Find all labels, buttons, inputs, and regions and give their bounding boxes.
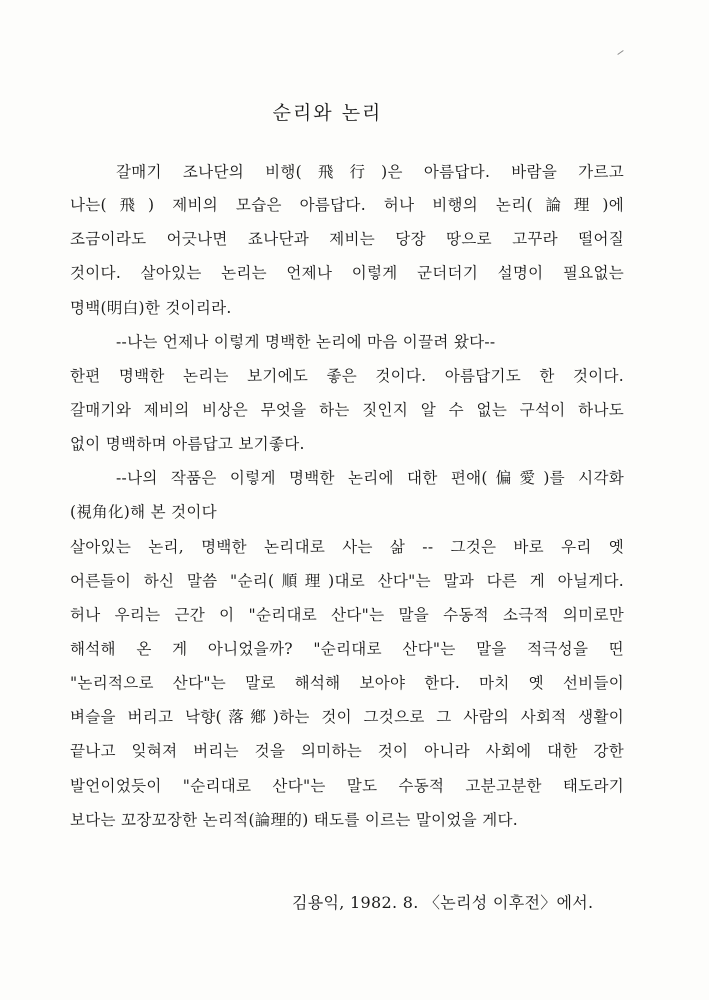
- text-line: --나의 작품은 이렇게 명백한 논리에 대한 편애(偏愛)를 시각화: [116, 469, 624, 487]
- text-line: 살아있는 논리, 명백한 논리대로 사는 삶 -- 그것은 바로 우리 옛: [70, 538, 624, 556]
- text-line: 없이 명백하며 아름답고 보기좋다.: [70, 435, 305, 453]
- paper-speck: [617, 50, 623, 55]
- text-line: 나는(飛) 제비의 모습은 아름답다. 허나 비행의 논리(論理)에: [70, 196, 624, 214]
- text-line: 어른들이 하신 말씀 "순리(順理)대로 산다"는 말과 다른 게 아닐게다.: [70, 572, 624, 590]
- text-line: 보다는 꼬장꼬장한 논리적(論理的) 태도를 이르는 말이었을 게다.: [70, 811, 518, 829]
- text-line: 끝나고 잊혀져 버리는 것을 의미하는 것이 아니라 사회에 대한 강한: [70, 742, 624, 760]
- text-line: 명백(明白)한 것이리라.: [70, 299, 232, 317]
- text-line: 해석해 온 게 아니었을까? "순리대로 산다"는 말을 적극성을 띤: [70, 640, 624, 658]
- text-line: 한편 명백한 논리는 보기에도 좋은 것이다. 아름답기도 한 것이다.: [70, 367, 624, 385]
- signature-attribution: 김용익, 1982. 8. 〈논리성 이후전〉에서.: [292, 893, 594, 912]
- text-line: "논리적으로 산다"는 말로 해석해 보아야 한다. 마치 옛 선비들이: [70, 674, 624, 692]
- text-line: --나는 언제나 이렇게 명백한 논리에 마음 이끌려 왔다--: [116, 333, 496, 351]
- text-line: 갈매기와 제비의 비상은 무엇을 하는 짓인지 알 수 없는 구석이 하나도: [70, 401, 624, 419]
- text-line: 벼슬을 버리고 낙향(落鄕)하는 것이 그것으로 그 사람의 사회적 생활이: [70, 708, 624, 726]
- text-line: (視角化)해 본 것이다: [70, 503, 217, 521]
- text-line: 갈매기 조나단의 비행(飛行)은 아름답다. 바람을 가르고: [116, 163, 624, 181]
- text-line: 것이다. 살아있는 논리는 언제나 이렇게 군더더기 설명이 필요없는: [70, 264, 624, 282]
- text-line: 조금이라도 어긋나면 죠나단과 제비는 당장 땅으로 고꾸라 떨어질: [70, 230, 624, 248]
- text-line: 허나 우리는 근간 이 "순리대로 산다"는 말을 수동적 소극적 의미로만: [70, 606, 624, 624]
- text-line: 발언이었듯이 "순리대로 산다"는 말도 수동적 고분고분한 태도라기: [70, 777, 624, 795]
- document-title: 순리와 논리: [272, 102, 383, 124]
